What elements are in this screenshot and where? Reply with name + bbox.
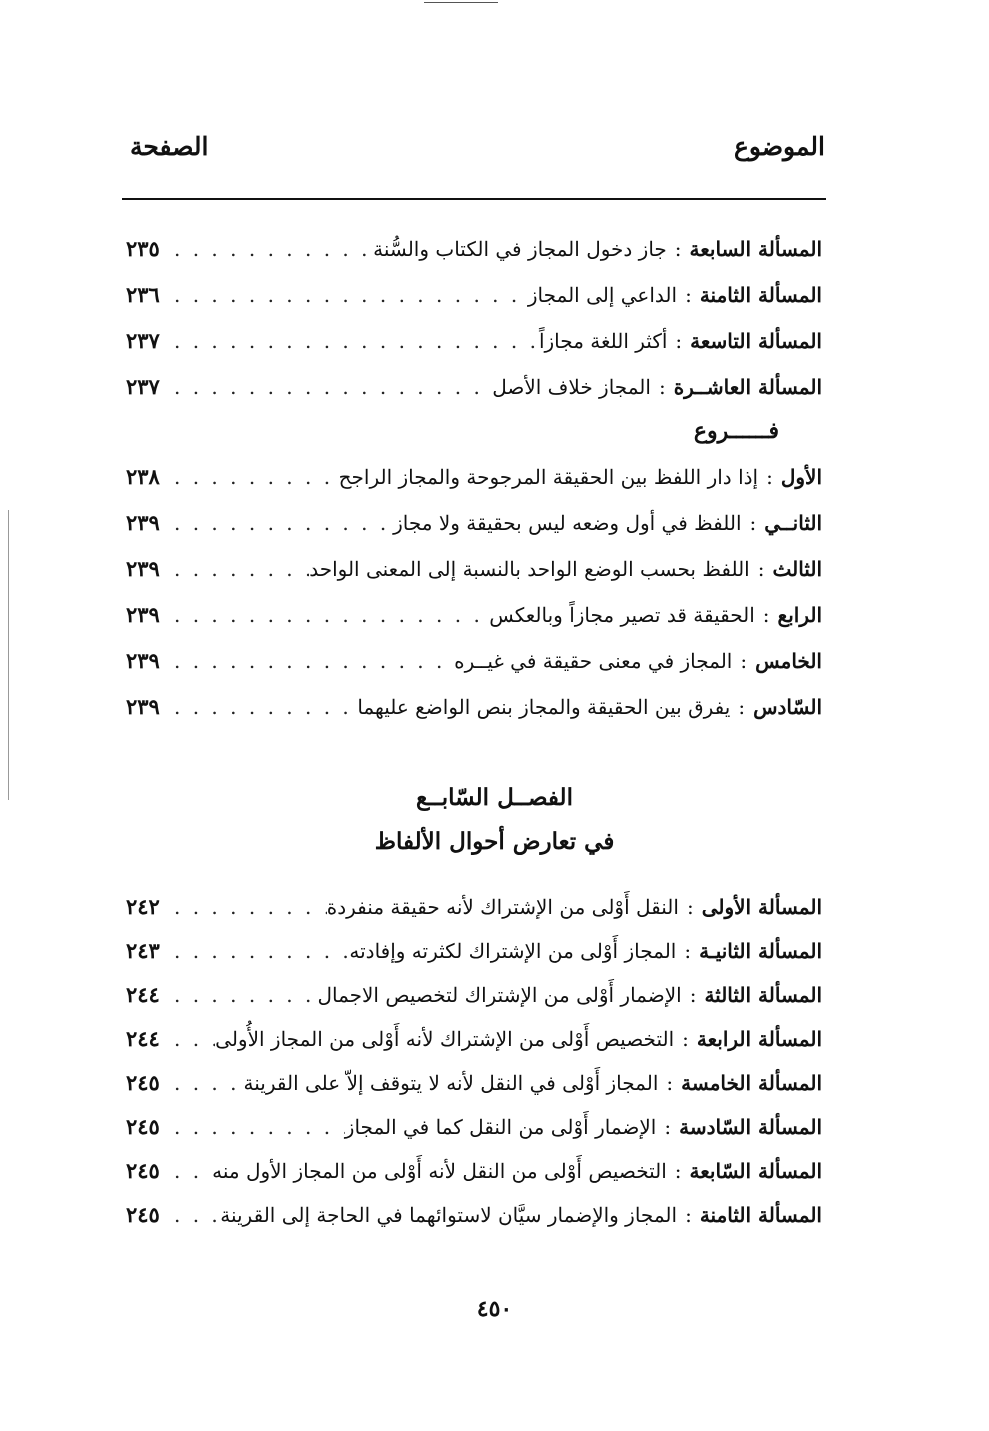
entry-label: المسألة العاشــرة [673, 375, 822, 399]
page-column-heading: الصفحة [130, 132, 209, 161]
entry-title: إذا دار اللفظ بين الحقيقة المرجوحة والمجاز الراجح [338, 465, 759, 489]
dot-leader [168, 511, 393, 535]
toc-row: المسألة الثالثة : الإضمار أَوْلى من الإشتراك لتخصيص الاجمال . . . ٢٤٤ [126, 982, 822, 1022]
dot-leader [168, 1115, 345, 1139]
dot-leader [168, 895, 327, 919]
entry-page-number: ٢٣٩ [126, 510, 160, 535]
entry-page-number: ٢٤٥ [126, 1114, 160, 1139]
toc-row: المسألة الثامنة : الداعي إلى المجاز . . . ٢٣٦ [126, 282, 822, 322]
entry-title: اللفظ في أول وضعه ليس بحقيقة ولا مجاز [393, 511, 742, 535]
entry-title: الداعي إلى المجاز [527, 283, 678, 307]
entry-label: المسألة السّابعة [689, 1159, 822, 1183]
dot-leader [168, 939, 349, 963]
dot-leader [168, 465, 339, 489]
entry-page-number: ٢٣٥ [126, 236, 160, 261]
dot-leader [168, 375, 492, 399]
entry-page-number: ٢٣٩ [126, 602, 160, 627]
toc-header [120, 132, 825, 172]
dot-leader [168, 329, 539, 353]
dot-leader [168, 557, 309, 581]
toc-row: المسألة الأولى : النقل أَوْلى من الإشتراك لأنه حقيقة منفردة . . . ٢٤٢ [126, 894, 822, 934]
header-divider [122, 198, 826, 200]
furu-heading: فــــــروع [693, 418, 779, 444]
toc-row: السّادس : يفرق بين الحقيقة والمجاز بنص الواضع عليهما . . . ٢٣٩ [126, 694, 822, 734]
dot-leader [168, 1071, 244, 1095]
entry-label: المسألة التاسعة [690, 329, 822, 353]
entry-page-number: ٢٤٤ [126, 1026, 160, 1051]
dot-leader [168, 1159, 212, 1183]
dot-leader [168, 1203, 220, 1227]
entry-page-number: ٢٤٤ [126, 982, 160, 1007]
entry-label: الرابع [777, 603, 822, 627]
entry-label: الخامس [755, 649, 822, 673]
toc-row: الأول : إذا دار اللفظ بين الحقيقة المرجوحة والمجاز الراجح . . . ٢٣٨ [126, 464, 822, 504]
entry-title: المجاز أَوْلى من الإشتراك لكثرته وإفادته [349, 939, 677, 963]
entry-page-number: ٢٣٦ [126, 282, 160, 307]
entry-page-number: ٢٤٣ [126, 938, 160, 963]
entry-page-number: ٢٣٩ [126, 556, 160, 581]
dot-leader [168, 283, 528, 307]
entry-label: المسألة السّادسة [679, 1115, 822, 1139]
entry-page-number: ٢٤٢ [126, 894, 160, 919]
entry-page-number: ٢٣٩ [126, 648, 160, 673]
entry-page-number: ٢٣٨ [126, 464, 160, 489]
entry-label: المسألة الثامنة [699, 1203, 822, 1227]
entry-title: اللفظ بحسب الوضع الواحد بالنسبة إلى المعنى الواحد [309, 557, 750, 581]
entry-label: المسألة الثالثة [704, 983, 822, 1007]
entry-page-number: ٢٣٧ [126, 374, 160, 399]
entry-title: الحقيقة قد تصير مجازاً وبالعكس [489, 603, 755, 627]
dot-leader [168, 603, 489, 627]
dot-leader [168, 649, 454, 673]
toc-row: المسألة الثامنة : المجاز والإضمار سيَّان لاستوائهما في الحاجة إلى القرينة . . . ٢٤٥ [126, 1202, 822, 1242]
top-scan-line [424, 2, 498, 3]
toc-row: المسألة الرابعة : التخصيص أَوْلى من الإشتراك لأنه أَوْلى من المجاز الأُولى . . . ٢٤٤ [126, 1026, 822, 1066]
entry-label: الأول [780, 465, 822, 489]
entry-title: يفرق بين الحقيقة والمجاز بنص الواضع عليهما [357, 695, 731, 719]
toc-row: المسألة الثانيـة : المجاز أَوْلى من الإشتراك لكثرته وإفادته . . . ٢٤٣ [126, 938, 822, 978]
toc-row: المسألة السّادسة : الإضمار أَوْلى من النقل كما في المجاز . . . ٢٤٥ [126, 1114, 822, 1154]
entry-label: المسألة الثامنة [699, 283, 822, 307]
chapter-subtitle: في تعارض أحوال الألفاظ [374, 828, 615, 855]
entry-title: جاز دخول المجاز في الكتاب والسُّنة [373, 237, 667, 261]
dot-leader [168, 695, 357, 719]
entry-title: النقل أَوْلى من الإشتراك لأنه حقيقة منفردة [326, 895, 679, 919]
entry-title: المجاز والإضمار سيَّان لاستوائهما في الحاجة إلى القرينة [220, 1203, 678, 1227]
entry-page-number: ٢٣٧ [126, 328, 160, 353]
entry-page-number: ٢٣٩ [126, 694, 160, 719]
entry-title: التخصيص أَوْلى من الإشتراك لأنه أَوْلى من المجاز الأُولى [215, 1027, 675, 1051]
entry-label: الثانــي [764, 511, 822, 535]
toc-row: الخامس : المجاز في معنى حقيقة في غيــره . . . ٢٣٩ [126, 648, 822, 688]
entry-title: الإضمار أَوْلى من الإشتراك لتخصيص الاجمال [317, 983, 682, 1007]
dot-leader [168, 983, 317, 1007]
toc-row: المسألة التاسعة : أكثر اللغة مجازاً . . . ٢٣٧ [126, 328, 822, 368]
entry-title: المجاز خلاف الأصل [492, 375, 651, 399]
entry-title: التخصيص أَوْلى من النقل لأنه أَوْلى من المجاز الأول منه [212, 1159, 667, 1183]
topic-column-heading: الموضوع [734, 132, 825, 161]
toc-row: المسألة الخامسة : المجاز أَوْلى في النقل لأنه لا يتوقف إلاّ على القرينة . . . ٢٤٥ [126, 1070, 822, 1110]
entry-page-number: ٢٤٥ [126, 1158, 160, 1183]
entry-title: المجاز أَوْلى في النقل لأنه لا يتوقف إلاّ على القرينة [243, 1071, 659, 1095]
entry-page-number: ٢٤٥ [126, 1202, 160, 1227]
entry-label: السّادس [753, 695, 822, 719]
scan-edge-line [8, 510, 9, 800]
entry-page-number: ٢٤٥ [126, 1070, 160, 1095]
entry-label: المسألة الأولى [701, 895, 822, 919]
entry-label: الثالث [772, 557, 822, 581]
entry-label: المسألة الثانيـة [699, 939, 822, 963]
toc-row: الرابع : الحقيقة قد تصير مجازاً وبالعكس . . . ٢٣٩ [126, 602, 822, 642]
toc-row: المسألة السابعة : جاز دخول المجاز في الكتاب والسُّنة . . . ٢٣٥ [126, 236, 822, 276]
entry-label: المسألة الخامسة [681, 1071, 822, 1095]
entry-title: المجاز في معنى حقيقة في غيــره [454, 649, 733, 673]
page-number: ٤٥٠ [476, 1296, 513, 1322]
toc-row: المسألة العاشــرة : المجاز خلاف الأصل . . . ٢٣٧ [126, 374, 822, 414]
entry-title: أكثر اللغة مجازاً [538, 329, 668, 353]
toc-row: المسألة السّابعة : التخصيص أَوْلى من النقل لأنه أَوْلى من المجاز الأول منه . . . ٢٤٥ [126, 1158, 822, 1198]
dot-leader [168, 237, 373, 261]
entry-label: المسألة الرابعة [696, 1027, 822, 1051]
entry-title: الإضمار أَوْلى من النقل كما في المجاز [344, 1115, 657, 1139]
toc-row: الثانــي : اللفظ في أول وضعه ليس بحقيقة ولا مجاز . . . ٢٣٩ [126, 510, 822, 550]
dot-leader [168, 1027, 215, 1051]
toc-row: الثالث : اللفظ بحسب الوضع الواحد بالنسبة إلى المعنى الواحد . . . ٢٣٩ [126, 556, 822, 596]
entry-label: المسألة السابعة [689, 237, 822, 261]
chapter-title: الفصــل السّابــع [416, 784, 573, 811]
